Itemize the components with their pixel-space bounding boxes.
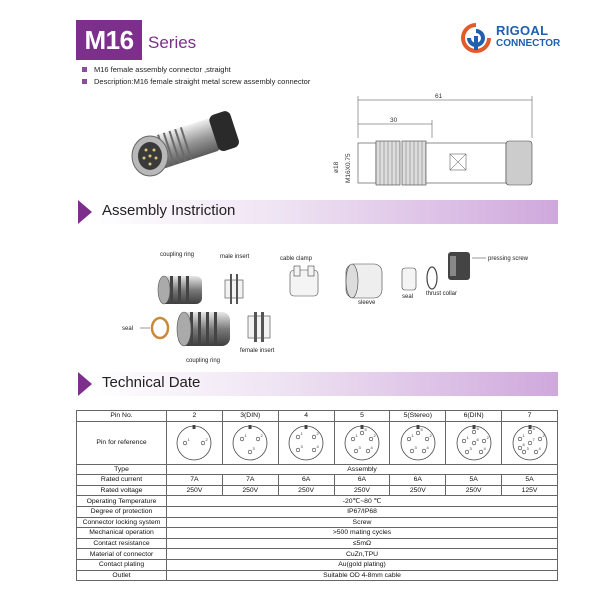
pin-number: 2 [205, 436, 209, 442]
series-code: M16 [76, 20, 142, 60]
label-pressing-screw: pressing screw [488, 256, 529, 262]
table-row [77, 421, 558, 464]
pin-number: 2 [429, 432, 432, 438]
cell-value: 250V [334, 485, 390, 496]
pin-contact [528, 441, 532, 445]
product-description [82, 64, 310, 88]
pin-face-outline [177, 426, 211, 460]
logo-icon [460, 22, 492, 56]
assembly-diagram [110, 248, 550, 368]
pin-diagram [510, 423, 550, 463]
pin-contact [407, 437, 411, 441]
pin-number: 2 [316, 430, 319, 436]
pin-face-key [360, 425, 363, 429]
row-label: Degree of protection [77, 506, 167, 517]
product-photo [118, 96, 258, 196]
row-label: Rated voltage [77, 485, 167, 496]
pin-contact [410, 449, 414, 453]
dimension-drawing [300, 88, 540, 198]
pin-face-outline [233, 426, 267, 460]
pin-diagram [174, 423, 214, 463]
table-row [77, 475, 558, 486]
pin-number: 1 [466, 434, 469, 440]
pin-contact [354, 449, 358, 453]
label-seal-right: seal [402, 294, 414, 300]
row-value: CuZn,TPU [167, 549, 558, 560]
dim-partial-length: 30 [390, 117, 398, 124]
label-seal-left: seal [122, 326, 134, 332]
pin-diagram [398, 423, 438, 463]
pin-diagram-cell [390, 421, 446, 464]
cell-value: 6A [390, 475, 446, 486]
pin-contact [472, 430, 476, 434]
banner-arrow-icon [78, 372, 92, 396]
cell-value: 5A [446, 475, 502, 486]
pin-number: 1 [244, 432, 247, 438]
bullet-item: M16 female assembly connector ,straight [82, 64, 310, 76]
pin-contact [482, 439, 486, 443]
row-label: Mechanical operation [77, 528, 167, 539]
pin-diagram-cell [167, 421, 223, 464]
pin-number: 2 [373, 432, 376, 438]
label-coupling-ring-top: coupling ring [160, 252, 195, 258]
row-label: Rated current [77, 475, 167, 486]
label-cable-clamp: cable clamp [280, 256, 313, 262]
pin-contact [369, 437, 373, 441]
pin-number: 1 [187, 436, 191, 442]
row-label: Contact plating [77, 559, 167, 570]
cell-value: 250V [222, 485, 278, 496]
pin-contact [312, 448, 316, 452]
pin-header: 7 [502, 411, 558, 422]
pin-contact [312, 435, 316, 439]
cell-value: 250V [278, 485, 334, 496]
pin-number: 3 [300, 443, 303, 449]
pin-number: 4 [426, 444, 429, 450]
pin-face-key [193, 425, 196, 429]
series-word: Series [148, 33, 197, 52]
label-male-insert: male insert [220, 254, 250, 260]
cell-value: 7A [222, 475, 278, 486]
label-coupling-ring-bottom: coupling ring [186, 358, 221, 364]
row-label: Contact resistance [77, 538, 167, 549]
row-value: -20℃~80 ℃ [167, 496, 558, 507]
pin-number: 3 [526, 445, 529, 451]
cell-value: 125V [502, 485, 558, 496]
row-label: Type [77, 464, 167, 475]
pin-contact [184, 441, 188, 445]
pin-diagram-cell [222, 421, 278, 464]
section-title: Technical Date [102, 374, 201, 391]
section-banner-technical [78, 372, 558, 396]
page-header [0, 0, 600, 64]
pin-contact [296, 448, 300, 452]
pin-contact [416, 431, 420, 435]
pin-diagram-cell [278, 421, 334, 464]
table-row [77, 517, 558, 528]
cell-value: 250V [446, 485, 502, 496]
pin-number: 4 [370, 444, 373, 450]
row-label: Outlet [77, 570, 167, 581]
pin-number: 2 [486, 434, 489, 440]
pin-number: 6 [522, 441, 525, 447]
pin-contact [462, 439, 466, 443]
pin-number: 5 [364, 426, 367, 432]
cell-value: 7A [167, 475, 223, 486]
cell-value: 250V [390, 485, 446, 496]
pin-contact [240, 437, 244, 441]
row-value: Assembly [167, 464, 558, 475]
pin-number: 1 [411, 432, 414, 438]
pin-diagram [342, 423, 382, 463]
row-label: Operating Temperature [77, 496, 167, 507]
row-value: ≤5mΩ [167, 538, 558, 549]
pin-contact [425, 437, 429, 441]
dim-diameter: ø18 [333, 161, 340, 173]
logo-subtitle: CONNECTOR [496, 38, 561, 49]
pin-contact [465, 450, 469, 454]
technical-spec-table [76, 410, 558, 581]
pin-number: 5 [420, 426, 423, 432]
row-value: >500 mating cycles [167, 528, 558, 539]
pin-number: 4 [483, 445, 486, 451]
pin-number: 3 [469, 445, 472, 451]
pin-diagram-cell [334, 421, 390, 464]
row-label: Pin No. [77, 411, 167, 422]
pin-contact [422, 449, 426, 453]
label-thrust-collar: thrust collar [426, 291, 458, 297]
label-female-insert: female insert [240, 348, 275, 354]
label-sleeve: sleeve [358, 300, 376, 306]
row-value: Suitable OD 4-8mm cable [167, 570, 558, 581]
pin-contact [528, 430, 532, 434]
row-value: Screw [167, 517, 558, 528]
pin-number: 2 [260, 432, 263, 438]
pin-number: 4 [538, 445, 541, 451]
pin-number: 2 [542, 432, 545, 438]
pin-contact [256, 437, 260, 441]
pin-number: 4 [316, 443, 319, 449]
pin-contact [522, 450, 526, 454]
pin-contact [518, 437, 522, 441]
pin-number: 3 [252, 445, 255, 451]
row-label: Material of connector [77, 549, 167, 560]
pin-face-key [249, 425, 252, 429]
pin-number: 5 [476, 425, 479, 431]
bullet-item: Description:M16 female straight metal screw assembly connector [82, 76, 310, 88]
pin-face-key [528, 425, 531, 429]
pin-contact [248, 450, 252, 454]
section-banner-assembly [78, 200, 558, 224]
pin-number: 1 [300, 430, 303, 436]
banner-arrow-icon [78, 200, 92, 224]
pin-contact [202, 441, 206, 445]
table-row [77, 411, 558, 422]
pin-diagram-cell [446, 421, 502, 464]
pin-number: 3 [358, 444, 361, 450]
row-label: Pin for reference [77, 421, 167, 464]
table-row [77, 464, 558, 475]
pin-contact [479, 450, 483, 454]
cell-value: 5A [502, 475, 558, 486]
cell-value: 250V [167, 485, 223, 496]
pin-diagram [230, 423, 270, 463]
pin-diagram [286, 423, 326, 463]
pin-number: 5 [532, 425, 535, 431]
section-title: Assembly Instriction [102, 202, 236, 219]
pin-header: 2 [167, 411, 223, 422]
pin-header: 3(DIN) [222, 411, 278, 422]
table-row [77, 506, 558, 517]
pin-contact [534, 450, 538, 454]
pin-header: 5 [334, 411, 390, 422]
table-row [77, 570, 558, 581]
pin-face-key [305, 425, 308, 429]
pin-contact [360, 431, 364, 435]
dim-overall-length: 61 [435, 93, 443, 100]
row-value: Au(gold plating) [167, 559, 558, 570]
pin-contact [296, 435, 300, 439]
pin-number: 3 [414, 444, 417, 450]
company-logo [460, 22, 570, 56]
cell-value: 6A [278, 475, 334, 486]
pin-contact [472, 441, 476, 445]
row-label: Connector locking system [77, 517, 167, 528]
table-row [77, 538, 558, 549]
pin-number: 7 [532, 436, 535, 442]
pin-diagram-cell [502, 421, 558, 464]
table-row [77, 549, 558, 560]
pin-diagram [454, 423, 494, 463]
dim-thread: M16X0.75 [345, 153, 352, 183]
pin-header: 6(DIN) [446, 411, 502, 422]
pin-header: 4 [278, 411, 334, 422]
pin-contact [538, 437, 542, 441]
pin-number: 1 [355, 432, 358, 438]
table-row [77, 496, 558, 507]
table-row [77, 485, 558, 496]
pin-face-key [416, 425, 419, 429]
row-value: IP67/IP68 [167, 506, 558, 517]
pin-header: 5(Stereo) [390, 411, 446, 422]
pin-number: 1 [522, 432, 525, 438]
cell-value: 6A [334, 475, 390, 486]
pin-number: 6 [476, 436, 479, 442]
pin-contact [366, 449, 370, 453]
pin-contact [518, 446, 522, 450]
table-row [77, 528, 558, 539]
pin-contact [351, 437, 355, 441]
logo-name: RIGOAL [496, 23, 549, 38]
pin-face-key [472, 425, 475, 429]
table-row [77, 559, 558, 570]
